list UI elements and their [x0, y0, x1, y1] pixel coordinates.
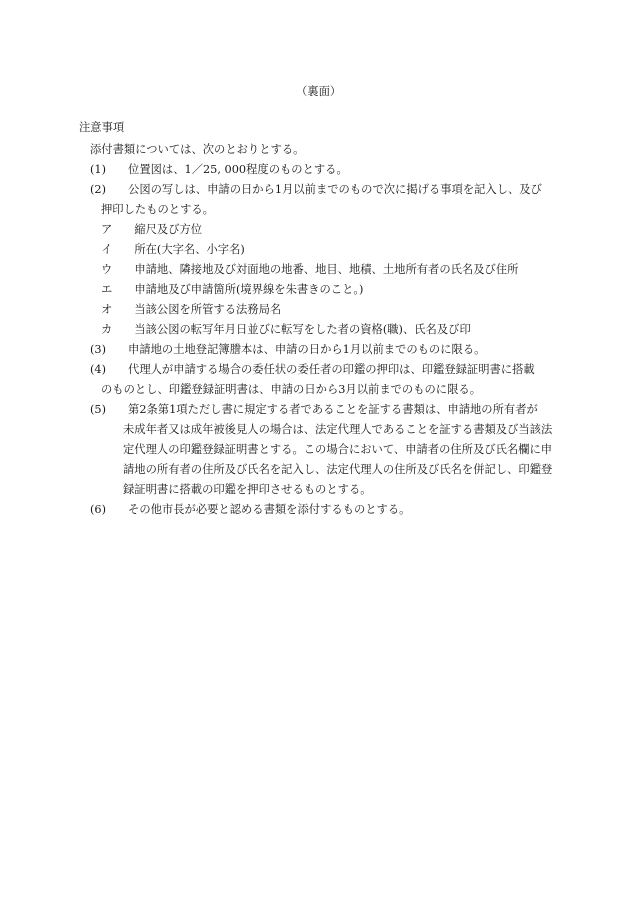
item-5-number: (5): [90, 403, 107, 416]
item-2-sub-a: [101, 220, 202, 240]
sub-o-kana: オ: [101, 303, 113, 316]
sub-a-text: 縮尺及び方位: [134, 223, 203, 236]
sub-ka-text: 当該公図の転写年月日並びに転写をした者の資格(職)、氏名及び印: [134, 323, 471, 336]
item-2-sub-o: [101, 300, 281, 320]
item-4-line-1: 代理人が申請する場合の委任状の委任者の印鑑の押印は、印鑑登録証明書に搭載: [128, 363, 535, 376]
item-2-sub-i: [101, 240, 245, 260]
sub-e-text: 申請地及び申請箇所(境界線を朱書きのこと。): [134, 283, 364, 296]
item-5: [90, 400, 538, 420]
sub-i-text: 所在(大字名、小字名): [134, 243, 245, 256]
sub-ka-kana: カ: [101, 323, 113, 336]
sub-e-kana: エ: [101, 283, 113, 296]
sub-i-kana: イ: [101, 243, 113, 256]
item-6-number: (6): [90, 503, 107, 516]
item-2-sub-ka: [101, 320, 471, 340]
sub-u-text: 申請地、隣接地及び対面地の地番、地目、地積、土地所有者の氏名及び住所: [134, 263, 519, 276]
item-5-line-4: 請地の所有者の住所及び氏名を記入し、法定代理人の住所及び氏名を併記し、印鑑登: [123, 463, 553, 476]
item-4-line-2: のものとし、印鑑登録証明書は、申請の日から3月以前までのものに限る。: [101, 383, 481, 396]
item-2-line-2: 押印したものとする。: [101, 203, 214, 216]
item-4-number: (4): [90, 363, 107, 376]
item-2-sub-e: [101, 280, 363, 300]
item-3: [90, 340, 485, 360]
item-2-sub-u: [101, 260, 518, 280]
item-3-number: (3): [90, 343, 107, 356]
item-2-number: (2): [90, 183, 107, 196]
item-3-text: 申請地の土地登記簿謄本は、申請の日から1月以前までのものに限る。: [128, 343, 486, 356]
notes-heading: 注意事項: [79, 121, 125, 134]
item-1-text: 位置図は、1／25, 000程度のものとする。: [128, 163, 348, 176]
item-1-number: (1): [90, 163, 107, 176]
item-6-text: その他市長が必要と認める書類を添付するものとする。: [128, 503, 411, 516]
sub-u-kana: ウ: [101, 263, 113, 276]
item-2-line-1: 公図の写しは、申請の日から1月以前までのもので次に掲げる事項を記入し、及び: [128, 183, 542, 196]
item-6: [90, 500, 410, 520]
sub-a-kana: ア: [101, 223, 113, 236]
item-1: [90, 160, 348, 180]
notes-intro: 添付書類については、次のとおりとする。: [90, 143, 305, 156]
item-4: [90, 360, 535, 380]
item-5-line-2: 未成年者又は成年被後見人の場合は、法定代理人であることを証する書類及び当該法: [123, 423, 553, 436]
item-5-line-5: 録証明書に搭載の印鑑を押印させるものとする。: [123, 483, 372, 496]
sub-o-text: 当該公図を所管する法務局名: [134, 303, 282, 316]
item-5-line-1: 第2条第1項ただし書に規定する者であることを証する書類は、申請地の所有者が: [128, 403, 538, 416]
item-5-line-3: 定代理人の印鑑登録証明書とする。この場合において、申請者の住所及び氏名欄に申: [123, 443, 553, 456]
item-2: [90, 180, 542, 200]
page-side-label: （裏面）: [296, 85, 342, 98]
